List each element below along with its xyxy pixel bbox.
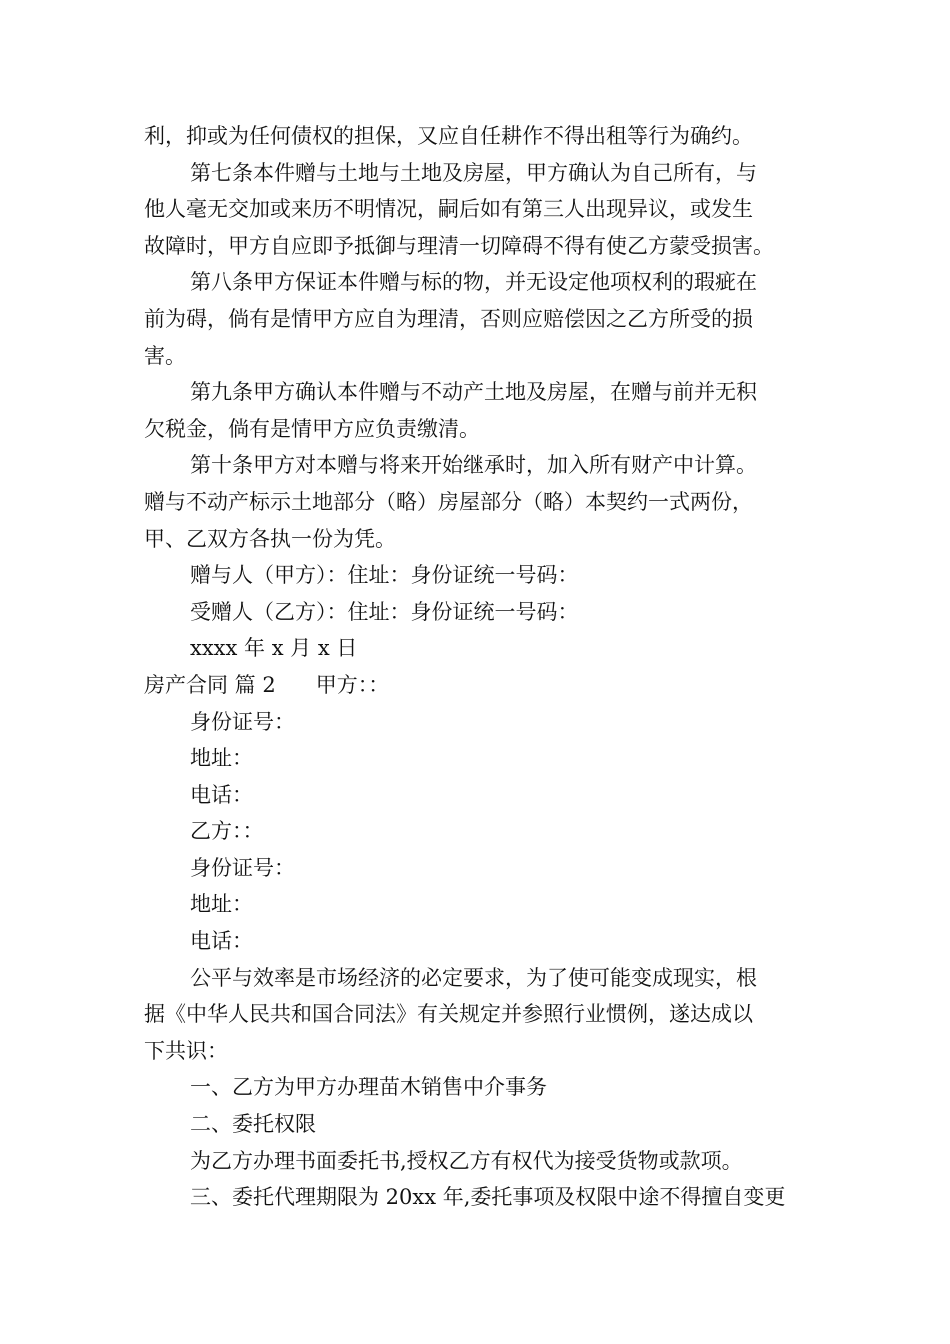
document-body-part-2 [144, 704, 812, 1216]
text-line: 身份证号： [190, 709, 295, 734]
party-a-label: 甲方：： [315, 672, 390, 697]
document-body-part-1 [144, 118, 812, 667]
text-line: 第九条甲方确认本件赠与不动产土地及房屋，在赠与前并无积 [190, 380, 757, 405]
text-line: xxxx 年 x 月 x 日 [190, 636, 358, 661]
text-line: 受赠人（乙方）：住址：身份证统一号码： [190, 599, 579, 624]
text-line: 欠税金，倘有是情甲方应负责缴清。 [144, 416, 480, 441]
text-line: 公平与效率是市场经济的必定要求，为了使可能变成现实，根 [190, 965, 757, 990]
text-line: 乙方：： [190, 819, 264, 844]
text-line: 地址： [190, 892, 253, 917]
text-line: 地址： [190, 746, 253, 771]
text-line: 电话： [190, 929, 253, 954]
section-title: 房产合同 篇 2 [144, 672, 276, 697]
text-line: 第八条甲方保证本件赠与标的物，并无设定他项权利的瑕疵在 [190, 270, 757, 295]
text-line: 前为碍，倘有是情甲方应自为理清，否则应赔偿因之乙方所受的损 [144, 306, 753, 331]
text-line: 故障时，甲方自应即予抵御与理清一切障碍不得有使乙方蒙受损害。 [144, 233, 774, 258]
text-line: 赠与不动产标示土地部分（略）房屋部分（略）本契约一式两份， [144, 489, 753, 514]
text-line: 第七条本件赠与土地与土地及房屋，甲方确认为自己所有，与 [190, 160, 757, 185]
text-line: 甲、乙双方各执一份为凭。 [144, 526, 396, 551]
text-line: 一、乙方为甲方办理苗木销售中介事务 [190, 1075, 547, 1100]
text-line: 为乙方办理书面委托书,授权乙方有权代为接受货物或款项。 [190, 1148, 743, 1173]
text-line: 第十条甲方对本赠与将来开始继承时，加入所有财产中计算。 [190, 453, 757, 478]
text-line: 三、委托代理期限为 20xx 年,委托事项及权限中途不得擅自变更 [190, 1185, 786, 1210]
text-line: 下共识： [144, 1038, 228, 1063]
text-line: 利，抑或为任何债权的担保，又应自任耕作不得出租等行为确约。 [144, 124, 753, 148]
text-line: 害。 [144, 343, 186, 368]
text-line: 身份证号： [190, 855, 295, 880]
text-line: 赠与人（甲方）：住址：身份证统一号码： [190, 563, 579, 588]
document-page [144, 118, 812, 1216]
text-line: 他人毫无交加或来历不明情况，嗣后如有第三人出现异议，或发生 [144, 197, 753, 222]
text-line: 据《中华人民共和国合同法》有关规定并参照行业惯例，遂达成以 [144, 1002, 753, 1027]
section-heading [144, 667, 812, 704]
text-line: 电话： [190, 782, 253, 807]
text-line: 二、委托权限 [190, 1112, 316, 1137]
